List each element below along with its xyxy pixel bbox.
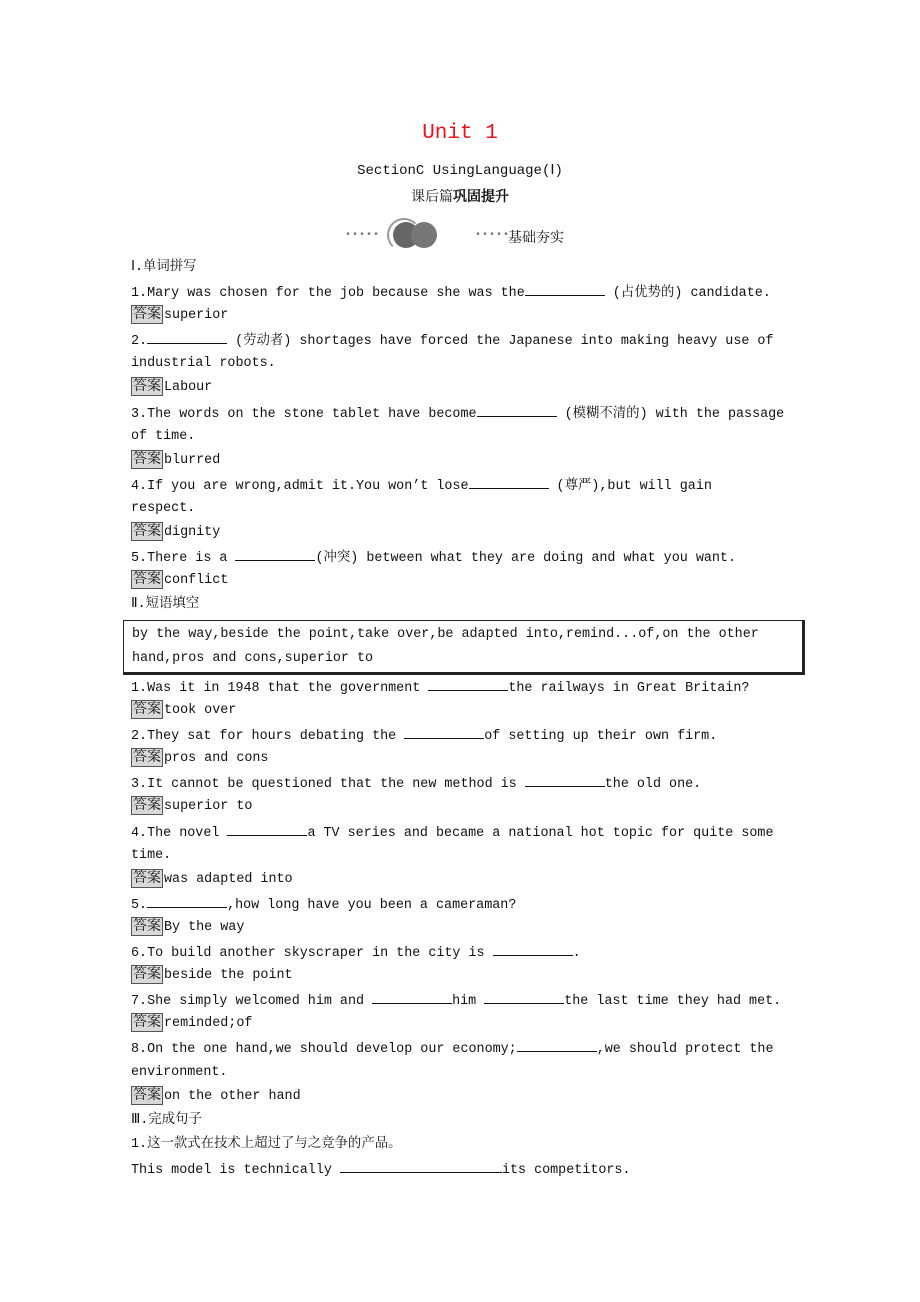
question-text: 4.The novel <box>131 825 228 841</box>
answer-badge: 答案 <box>133 917 161 934</box>
question-text: of setting up their own firm. <box>484 729 718 745</box>
question-line <box>131 1157 811 1181</box>
answer-line <box>131 964 811 988</box>
answer-text: took over <box>164 703 237 719</box>
question-line <box>131 844 811 868</box>
answer-line <box>131 795 811 819</box>
question-text: ,we should protect the <box>596 1042 774 1058</box>
answer-badge: 答案 <box>133 749 161 766</box>
question-line <box>131 1036 811 1060</box>
phrase-bank-line: by the way,beside the point,take over,be adapted into,remind...of,on the other <box>132 627 759 642</box>
section-banner <box>345 218 585 248</box>
answer-text: blurred <box>164 452 221 468</box>
question-text: 4.If you are wrong,admit it.You won’t lose <box>131 478 469 494</box>
question-text: its competitors. <box>501 1162 631 1178</box>
question-line <box>131 328 811 352</box>
section-heading: Ⅲ.完成句子 <box>131 1112 202 1128</box>
subtitle <box>0 186 920 206</box>
answer-text: on the other hand <box>164 1088 301 1104</box>
question-line <box>131 1133 811 1157</box>
question-text: respect. <box>131 500 196 516</box>
answer-blank[interactable] <box>517 1036 597 1052</box>
answer-line <box>131 521 811 545</box>
answer-blank[interactable] <box>428 675 508 691</box>
question-text: a TV series and became a national hot topic for quite some <box>307 825 774 841</box>
answer-badge: 答案 <box>133 701 161 718</box>
phrase-bank-box <box>123 620 805 675</box>
question-line <box>131 425 811 449</box>
answer-blank[interactable] <box>525 771 605 787</box>
question-text: 5.There is a <box>131 551 236 567</box>
question-text: . <box>572 946 581 962</box>
question-text: 1.Mary was chosen for the job because she was the <box>131 286 525 302</box>
question-text: (模糊不清的) with the passage <box>556 406 785 422</box>
question-text: 3.The words on the stone tablet have become <box>131 406 477 422</box>
answer-text: Labour <box>164 380 213 396</box>
question-text: This model is technically <box>131 1162 340 1178</box>
answer-text: dignity <box>164 525 221 541</box>
question-line <box>131 771 811 795</box>
question-line <box>131 545 811 569</box>
question-text: 1.Was it in 1948 that the government <box>131 681 429 696</box>
question-text: (尊严),but will gain <box>548 478 712 494</box>
answer-badge: 答案 <box>133 571 161 588</box>
answer-text: superior <box>164 308 229 324</box>
answer-blank[interactable] <box>493 940 573 956</box>
question-line <box>131 940 811 964</box>
question-text: of time. <box>131 428 196 444</box>
question-text: the last time they had met. <box>564 994 782 1010</box>
question-text: him <box>452 994 485 1010</box>
word-spelling-section <box>131 256 811 617</box>
banner-label: 基础夯实 <box>508 230 564 246</box>
section-heading: Ⅰ.单词拼写 <box>131 260 197 275</box>
answer-blank[interactable] <box>227 820 307 836</box>
section-heading: Ⅱ.短语填空 <box>131 597 200 613</box>
answer-text: By the way <box>164 919 245 935</box>
answer-badge: 答案 <box>133 1014 161 1031</box>
answer-line <box>131 699 811 723</box>
question-line <box>131 473 811 497</box>
question-line <box>131 352 811 376</box>
answer-text: was adapted into <box>164 871 293 887</box>
unit-title: Unit 1 <box>422 122 498 145</box>
question-text: 7.She simply welcomed him and <box>131 994 373 1010</box>
answer-line <box>131 304 811 328</box>
dots-right: ••••• <box>475 230 511 241</box>
answer-badge: 答案 <box>133 869 161 886</box>
answer-blank[interactable] <box>235 545 315 561</box>
question-text: the old one. <box>604 777 702 793</box>
answer-blank[interactable] <box>147 328 227 344</box>
phrase-fill-section <box>131 675 811 1181</box>
question-text: 1.这一款式在技术上超过了与之竞争的产品。 <box>131 1136 402 1152</box>
question-text: time. <box>131 847 172 863</box>
answer-badge: 答案 <box>133 966 161 983</box>
circle-icon <box>411 222 437 248</box>
answer-text: pros and cons <box>164 751 269 767</box>
answer-badge: 答案 <box>133 306 161 323</box>
answer-line <box>131 569 811 593</box>
question-text: (占优势的) candidate. <box>604 286 771 302</box>
subtitle-bold: 巩固提升 <box>453 189 509 205</box>
question-text: 6.To build another skyscraper in the city is <box>131 946 493 962</box>
question-text: (冲突) between what they are doing and what you want. <box>315 551 736 567</box>
answer-line <box>131 449 811 473</box>
answer-line <box>131 747 811 771</box>
question-line <box>131 988 811 1012</box>
answer-text: reminded;of <box>164 1016 253 1032</box>
question-text: 3.It cannot be questioned that the new method is <box>131 777 525 793</box>
answer-blank[interactable] <box>477 401 557 417</box>
question-line <box>131 675 811 699</box>
question-text: 8.On the one hand,we should develop our economy; <box>131 1042 517 1058</box>
question-text: 5. <box>131 897 148 913</box>
section-title: SectionC UsingLanguage(Ⅰ) <box>357 163 563 179</box>
answer-blank[interactable] <box>372 988 452 1004</box>
answer-blank[interactable] <box>340 1157 502 1173</box>
question-line <box>131 1061 811 1085</box>
answer-text: superior to <box>164 799 253 815</box>
answer-blank[interactable] <box>484 988 564 1004</box>
answer-line <box>131 916 811 940</box>
answer-blank[interactable] <box>469 473 549 489</box>
answer-badge: 答案 <box>133 378 161 395</box>
phrase-bank-line: hand,pros and cons,superior to <box>132 651 374 667</box>
answer-line <box>131 1012 811 1036</box>
answer-badge: 答案 <box>133 450 161 467</box>
subtitle-plain: 课后篇 <box>411 189 453 205</box>
question-line <box>131 723 811 747</box>
question-text: ,how long have you been a cameraman? <box>227 897 517 913</box>
answer-text: beside the point <box>164 968 293 984</box>
question-text: 2.They sat for hours debating the <box>131 729 405 745</box>
answer-badge: 答案 <box>133 523 161 540</box>
dots-left: ••••• <box>345 230 381 241</box>
question-text: (劳动者) shortages have forced the Japanese into making heavy use of <box>227 334 774 350</box>
question-text: environment. <box>131 1064 228 1080</box>
answer-blank[interactable] <box>404 723 484 739</box>
answer-badge: 答案 <box>133 797 161 814</box>
question-text: industrial robots. <box>131 356 276 372</box>
question-text: the railways in Great Britain? <box>508 681 750 696</box>
question-line <box>131 892 811 916</box>
answer-line <box>131 868 811 892</box>
answer-line <box>131 1085 811 1109</box>
question-line <box>131 280 811 304</box>
answer-blank[interactable] <box>525 280 605 296</box>
answer-badge: 答案 <box>133 1086 161 1103</box>
question-line <box>131 401 811 425</box>
question-text: 2. <box>131 334 148 350</box>
answer-line <box>131 376 811 400</box>
answer-text: conflict <box>164 573 229 589</box>
question-line <box>131 497 811 521</box>
question-line <box>131 820 811 844</box>
answer-blank[interactable] <box>147 892 227 908</box>
